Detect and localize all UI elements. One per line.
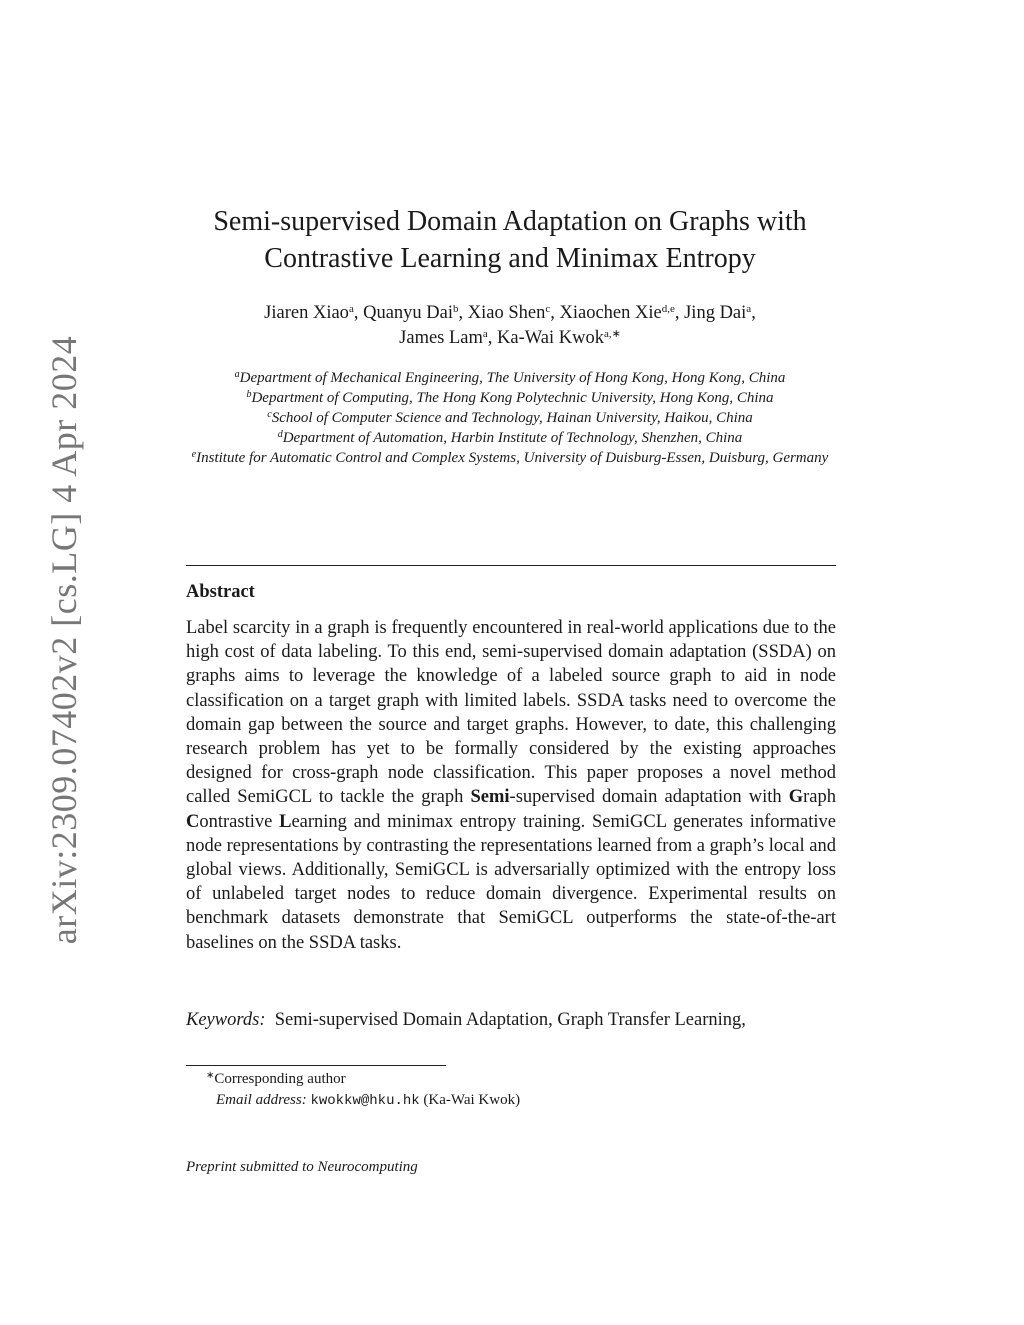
keywords-label: Keywords: [186, 1010, 266, 1030]
keywords-text: Semi-supervised Domain Adaptation, Graph Transfer Learning, [274, 1010, 746, 1030]
author-line-1: Jiaren Xiao$^a$, Quanyu Dai$^b$, Xiao Shen$^c$, Xiaochen Xie$^{d,e}$, Jing Dai$^a$, [264, 303, 756, 323]
affiliation: $^c$School of Computer Science and Technology, Hainan University, Haikou, China [267, 409, 753, 426]
author-list [150, 301, 870, 351]
title-line-1: Semi-supervised Domain Adaptation on Graphs with [213, 206, 807, 237]
footnote-rule [186, 1065, 446, 1066]
abstract-top-rule [186, 565, 836, 566]
corresponding-author-note: ∗Corresponding author [206, 1070, 346, 1087]
title-line-2: Contrastive Learning and Minimax Entropy [264, 243, 756, 274]
email-link[interactable]: kwokkw@hku.hk [310, 1093, 420, 1109]
affiliation: $^b$Department of Computing, The Hong Kong Polytechnic University, Hong Kong, China [246, 389, 774, 406]
author-line-2: James Lam$^a$, Ka-Wai Kwok$^{a,∗}$ [399, 328, 621, 348]
affiliation: $^a$Department of Mechanical Engineering, The University of Hong Kong, Hong Kong, China [234, 369, 786, 386]
footnote [206, 1069, 520, 1112]
author: Xiao Shen$^c$ [467, 303, 551, 323]
arxiv-identifier: arXiv:2309.07402v2 [cs.LG] 4 Apr 2024 [44, 335, 84, 945]
author: Xiaochen Xie$^{d,e}$ [559, 303, 675, 323]
affiliation: $^d$Department of Automation, Harbin Institute of Technology, Shenzhen, China [277, 429, 743, 446]
abstract-body: Label scarcity in a graph is frequently encountered in real-world applications due to the high cost of data labeling. To this end, semi-supervised domain adaptation (SSDA) on graphs aims to leverage the knowledge of a labeled source graph to aid in node classification on a target graph with limited labels. SSDA tasks need to overcome the domain gap between the source and target graphs. However, to date, this challenging research problem has yet to be formally considered by the existing approaches designed for cross-graph node classification. This paper proposes a novel method called SemiGCL to tackle the graph Semi-supervised domain adaptation with Graph Contrastive Learning and minimax entropy training. SemiGCL generates informative node representations by contrasting the representations learned from a graph’s local and global views. Additionally, SemiGCL is adversarially optimized with the entropy loss of unlabeled target nodes to reduce domain divergence. Experimental results on benchmark datasets demonstrate that SemiGCL outperforms the state-of-the-art baselines on the SSDA tasks. [186, 618, 837, 953]
paper-title [150, 203, 870, 277]
author: Quanyu Dai$^b$ [363, 303, 459, 323]
affiliation-list [150, 368, 870, 468]
author: Jing Dai$^a$ [684, 303, 752, 323]
keywords [186, 1008, 836, 1032]
preprint-note: Preprint submitted to Neurocomputing [186, 1159, 418, 1175]
abstract-heading: Abstract [186, 582, 255, 602]
author: James Lam$^a$ [399, 328, 488, 348]
author: Ka-Wai Kwok$^{a,∗}$ [497, 328, 621, 348]
email-line: Email address: kwokkw@hku.hk (Ka-Wai Kwok) [216, 1092, 521, 1109]
author: Jiaren Xiao$^a$ [264, 303, 354, 323]
affiliation: $^e$Institute for Automatic Control and Complex Systems, University of Duisburg-Essen, Duisburg, Germany [191, 449, 829, 466]
